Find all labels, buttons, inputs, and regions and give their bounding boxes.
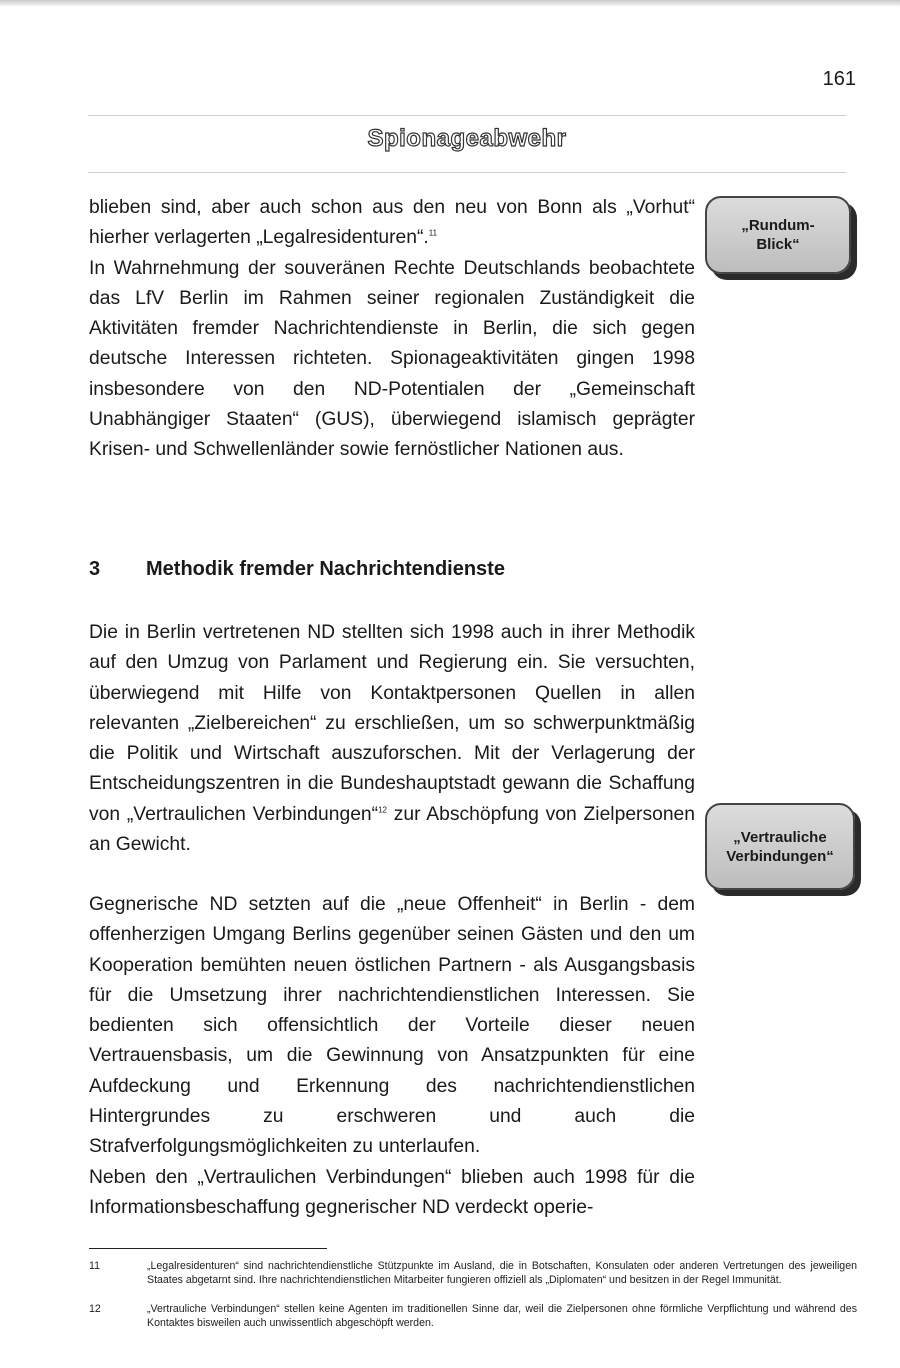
- scan-edge: [0, 0, 900, 6]
- paragraph-3-text: Gegnerische ND setzten auf die „neue Offenheit“ in Berlin - dem offenherzigen Umgang Berlins gegenüber seinen Gästen und den um Kooperation bemühten neuen östlichen Partnern - als Ausgangsbasis für die Umsetzung ihrer nachrichtendienstlichen Interessen. Sie bedienten sich offensichtlich der Vorteile dieser neuen Vertrauensbasis, um die Gewinnung von Ansatzpunkten für eine Aufdeckung und Erkennung des nachrichtendienstlichen Hintergrundes zu erschweren und auch die Strafverfolgungsmöglichkeiten zu unterlaufen.: [89, 894, 695, 1158]
- paragraph-4-text: Neben den „Vertraulichen Verbindungen“ blieben auch 1998 für die Informationsbeschaffung gegnerischer ND verdeckt operie-: [89, 1167, 695, 1219]
- footnote-12: [89, 1303, 857, 1330]
- paragraph-2-continued: zur Abschöpfung von Zielpersonen an Gewicht.: [89, 803, 695, 856]
- page-number: 161: [822, 68, 856, 90]
- footnote-rule: [89, 1248, 327, 1249]
- footnote-ref-12[interactable]: 12: [378, 805, 387, 815]
- margin-note-vertrauliche: [705, 803, 855, 890]
- footnote-11: [89, 1260, 857, 1287]
- section-heading: [89, 558, 505, 581]
- footnote-ref-11[interactable]: 11: [428, 228, 438, 238]
- paragraph-1-continued: In Wahrnehmung der souveränen Rechte Deutschlands beobachtete das LfV Berlin im Rahmen seiner regionalen Zuständigkeit die Aktivitäten fremder Nachrichtendienste in Berlin, die sich gegen deutsche Interessen richteten. Spionageaktivitäten gingen 1998 insbesondere von den ND-Potentialen der „Gemeinschaft Unabhängiger Staaten“ (GUS), überwiegend islamisch geprägter Krisen- und Schwellenländer sowie fernöstlicher Nationen aus.: [89, 257, 695, 461]
- paragraph-2: [89, 618, 695, 860]
- section-title: Methodik fremder Nachrichtendienste: [146, 558, 505, 580]
- margin-note-rundumblick: [705, 196, 851, 274]
- paragraph-2-text: Die in Berlin vertretenen ND stellten sich 1998 auch in ihrer Methodik auf den Umzug von Parlament und Regierung ein. Sie versuchten, überwiegend mit Hilfe von Kontaktpersonen Quellen in allen relevanten „Zielbereichen“ zu erschließen, um so schwerpunktmäßig die Politik und Wirtschaft auszuforschen. Mit der Verlagerung der Entscheidungszentren in die Bundeshauptstadt gewann die Schaffung von „Vertraulichen Verbindungen“: [89, 622, 695, 825]
- section-number: 3: [89, 558, 101, 580]
- running-title: Spionageabwehr: [367, 125, 567, 152]
- header-rule-bottom: [88, 172, 846, 173]
- paragraph-1-text: blieben sind, aber auch schon aus den neu von Bonn als „Vorhut“ hierher verlagerten „Legalresidenturen“.: [89, 197, 695, 249]
- paragraph-4: [89, 1163, 695, 1224]
- footnote-11-text: „Legalresidenturen“ sind nachrichtendienstliche Stützpunkte im Ausland, die in Botschaften, Konsulaten oder anderen Vertretungen des jeweiligen Staates abgetarnt sind. Ihre nachrichtendienstlichen Mitarbeiter fungieren offiziell als „Diplomaten“ und besitzen in der Regel Immunität.: [147, 1260, 857, 1286]
- footnote-12-number: 12: [89, 1303, 101, 1315]
- margin-note-vertrauliche-label: „Vertrauliche Verbindungen“: [726, 828, 834, 865]
- margin-note-rundumblick-label: „Rundum- Blick“: [741, 217, 815, 253]
- footnote-12-text: „Vertrauliche Verbindungen“ stellen keine Agenten im traditionellen Sinne dar, weil die Zielpersonen ohne förmliche Verpflichtung und während des Kontaktes bisweilen auch unwissentlich abgeschöpft werden.: [147, 1303, 857, 1329]
- header-rule-top: [88, 115, 846, 116]
- footnote-11-number: 11: [89, 1260, 100, 1272]
- paragraph-3: [89, 890, 695, 1163]
- paragraph-1: [89, 193, 695, 466]
